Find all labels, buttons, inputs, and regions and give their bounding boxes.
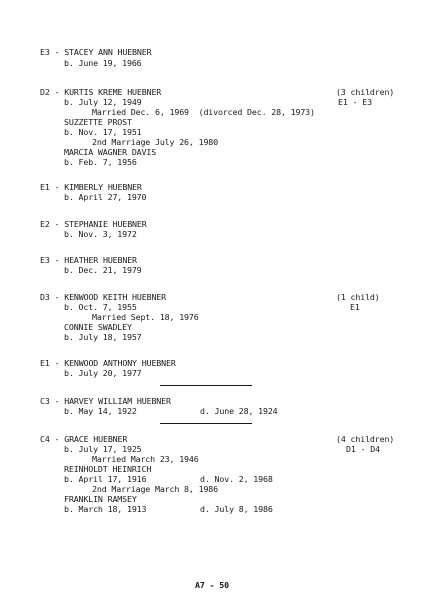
spouse-death-date: d. Nov. 2, 1968 xyxy=(200,474,273,484)
children-count: (4 children) xyxy=(336,434,395,444)
entry-heading: C3 - HARVEY WILLIAM HUEBNER xyxy=(40,396,171,406)
spouse-name: MARCIA WAGNER DAVIS xyxy=(64,147,157,157)
divider-line xyxy=(160,385,252,386)
entry-heading: D2 - KURTIS KREME HUEBNER xyxy=(40,87,162,97)
spouse-birth-date: b. Nov. 17, 1951 xyxy=(64,127,142,137)
entry-heading: C4 - GRACE HUEBNER xyxy=(40,434,128,444)
birth-date: b. Nov. 3, 1972 xyxy=(64,229,137,239)
spouse-birth-date: b. March 18, 1913 xyxy=(64,504,147,514)
birth-date: b. July 20, 1977 xyxy=(64,368,142,378)
birth-date: b. June 19, 1966 xyxy=(64,58,142,68)
birth-date: b. July 12, 1949 xyxy=(64,97,142,107)
birth-date: b. May 14, 1922 xyxy=(64,406,137,416)
entry-heading: E1 - KENWOOD ANTHONY HUEBNER xyxy=(40,358,176,368)
marriage-line: Married Sept. 18, 1976 xyxy=(92,312,199,322)
children-range: D1 - D4 xyxy=(346,444,380,454)
spouse-birth-date: b. July 18, 1957 xyxy=(64,332,142,342)
spouse-name: FRANKLIN RAMSEY xyxy=(64,494,137,504)
marriage-line: Married March 23, 1946 xyxy=(92,454,199,464)
marriage-line: 2nd Marriage July 26, 1980 xyxy=(92,137,218,147)
spouse-birth-date: b. April 17, 1916 xyxy=(64,474,147,484)
spouse-name: SUZZETTE PROST xyxy=(64,117,132,127)
entry-heading: E1 - KIMBERLY HUEBNER xyxy=(40,182,142,192)
spouse-name: CONNIE SWADLEY xyxy=(64,322,132,332)
children-range: E1 xyxy=(350,302,360,312)
entry-heading: E3 - STACEY ANN HUEBNER xyxy=(40,47,152,57)
birth-date: b. Dec. 21, 1979 xyxy=(64,265,142,275)
divider-line xyxy=(160,423,252,424)
page-number: A7 - 50 xyxy=(195,580,229,590)
spouse-name: REINHOLDT HEINRICH xyxy=(64,464,152,474)
entry-heading: D3 - KENWOOD KEITH HUEBNER xyxy=(40,292,166,302)
birth-date: b. July 17, 1925 xyxy=(64,444,142,454)
children-count: (3 children) xyxy=(336,87,395,97)
spouse-birth-date: b. Feb. 7, 1956 xyxy=(64,157,137,167)
birth-date: b. April 27, 1970 xyxy=(64,192,147,202)
marriage-line: 2nd Marriage March 8, 1986 xyxy=(92,484,218,494)
entry-heading: E3 - HEATHER HUEBNER xyxy=(40,255,137,265)
birth-date: b. Oct. 7, 1955 xyxy=(64,302,137,312)
marriage-line: Married Dec. 6, 1969 (divorced Dec. 28, 1973) xyxy=(92,107,315,117)
children-range: E1 - E3 xyxy=(338,97,372,107)
entry-heading: E2 - STEPHANIE HUEBNER xyxy=(40,219,147,229)
death-date: d. June 28, 1924 xyxy=(200,406,278,416)
spouse-death-date: d. July 8, 1986 xyxy=(200,504,273,514)
children-count: (1 child) xyxy=(336,292,380,302)
